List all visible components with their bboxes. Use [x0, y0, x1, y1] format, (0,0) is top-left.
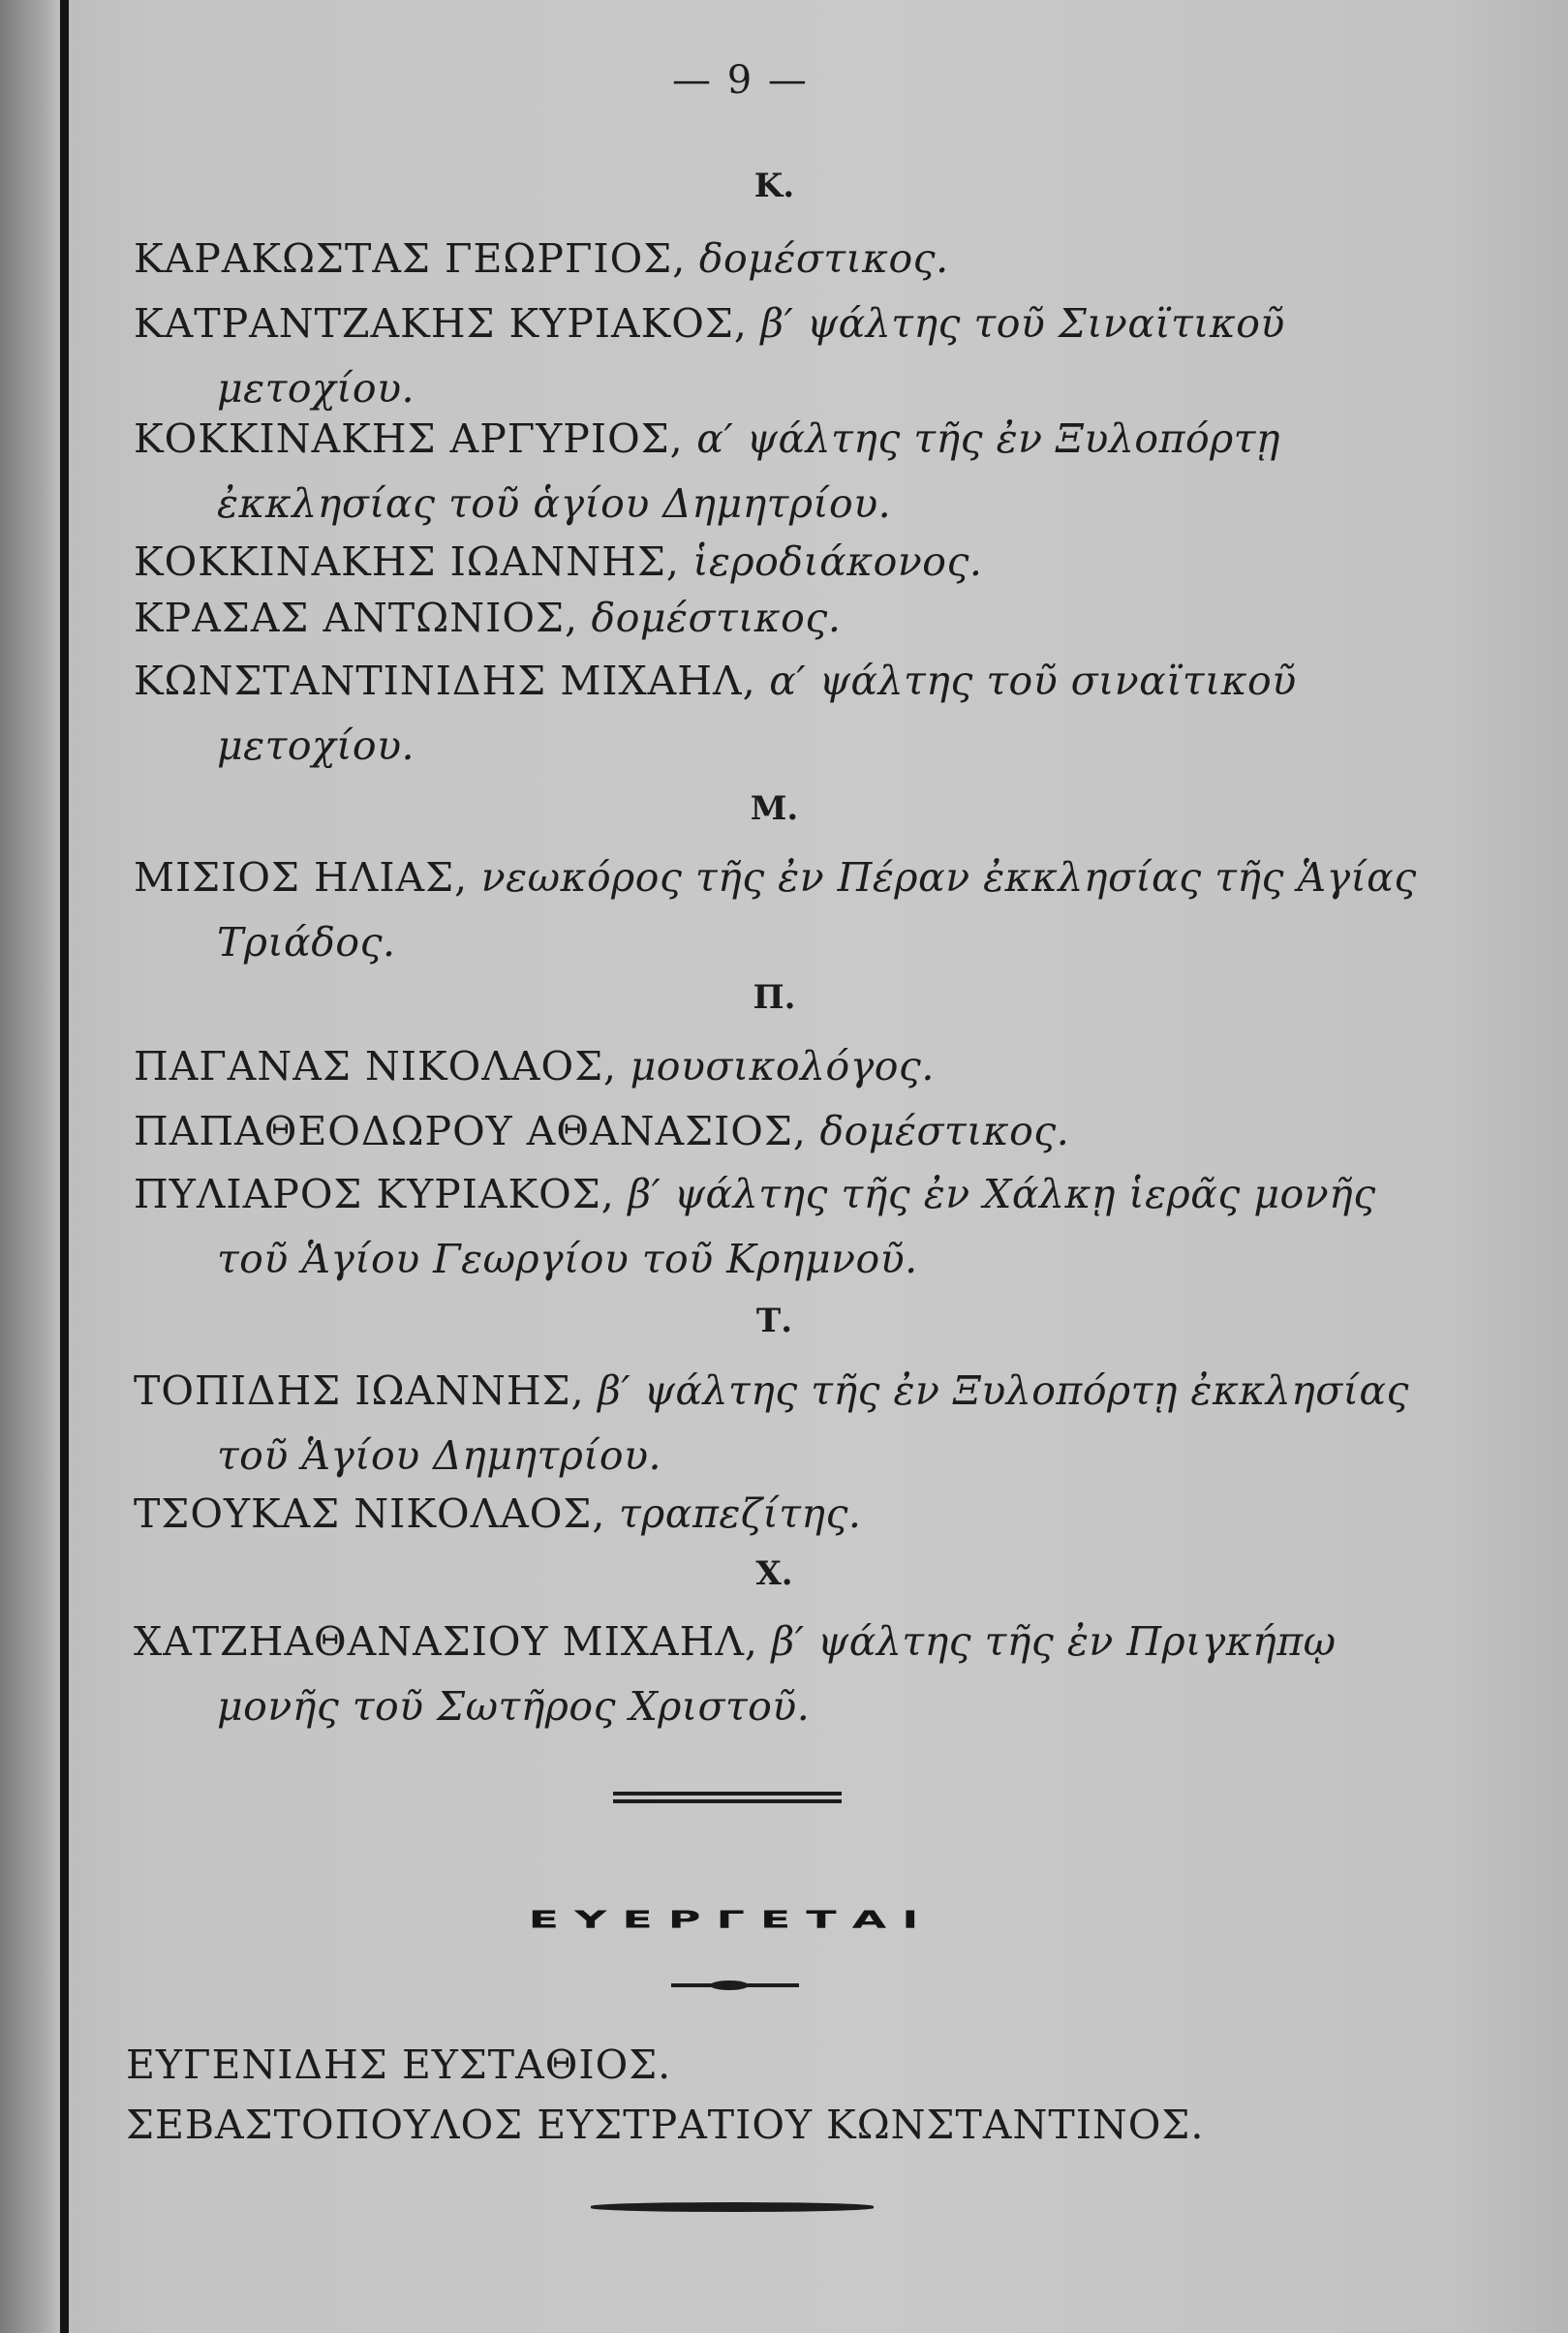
- benefactor-name: ΣΕΒΑΣΤΟΠΟΥΛΟΣ ΕΥΣΤΡΑΤΙΟΥ ΚΩΝΣΤΑΝΤΙΝΟΣ.: [126, 2102, 1205, 2148]
- entry-name: ΚΑΤΡΑΝΤΖΑΚΗΣ ΚΥΡΙΑΚΟΣ,: [134, 300, 748, 347]
- benefactors-title: ΕΥΕΡΓΕΤΑΙ: [528, 1905, 935, 1934]
- entry-name: ΚΟΚΚΙΝΑΚΗΣ ΙΩΑΝΝΗΣ,: [134, 538, 680, 585]
- entry: [134, 1099, 1437, 1164]
- entry-description: β′ ψάλτης τῆς ἐν Ξυλοπόρτῃ ἐκκλησίας τοῦ Ἁγίου Δημητρίου.: [217, 1367, 1409, 1479]
- entry-description: τραπεζίτης.: [619, 1490, 862, 1537]
- entry-description: β′ ψάλτης τῆς ἐν Χάλκῃ ἱερᾶς μονῆς τοῦ Ἁγίου Γεωργίου τοῦ Κρημνοῦ.: [217, 1171, 1376, 1282]
- entry-description: β′ ψάλτης τῆς ἐν Πριγκήπῳ μονῆς τοῦ Σωτῆρος Χριστοῦ.: [217, 1618, 1337, 1730]
- entry: [134, 530, 1437, 595]
- double-rule-divider: [613, 1792, 842, 1803]
- entry-name: ΚΩΝΣΤΑΝΤΙΝΙΔΗΣ ΜΙΧΑΗΛ,: [134, 658, 756, 704]
- entry-name: ΚΑΡΑΚΩΣΤΑΣ ΓΕΩΡΓΙΟΣ,: [134, 235, 687, 282]
- benefactor-name: ΕΥΓΕΝΙΔΗΣ ΕΥΣΤΑΘΙΟΣ.: [126, 2041, 672, 2088]
- entry: [134, 407, 1437, 537]
- section-letter-ch: Χ.: [755, 1554, 793, 1593]
- entry-name: ΤΟΠΙΔΗΣ ΙΩΑΝΝΗΣ,: [134, 1367, 585, 1414]
- entry-name: ΠΥΛΙΑΡΟΣ ΚΥΡΙΑΚΟΣ,: [134, 1171, 615, 1217]
- entry-name: ΠΑΠΑΘΕΟΔΩΡΟΥ ΑΘΑΝΑΣΙΟΣ,: [134, 1108, 807, 1154]
- entry-description: δομέστικος.: [591, 595, 842, 641]
- section-letter-k: Κ.: [753, 167, 795, 205]
- entry: [134, 1034, 1437, 1099]
- entry: [134, 586, 1437, 651]
- entry-description: α′ ψάλτης τῆς ἐν Ξυλοπόρτῃ ἐκκλησίας τοῦ ἁγίου Δημητρίου.: [217, 415, 1280, 527]
- section-letter-t: Τ.: [755, 1302, 793, 1340]
- entry-description: β′ ψάλτης τοῦ Σιναϊτικοῦ μετοχίου.: [217, 300, 1285, 412]
- binding-shadow: [0, 0, 56, 2333]
- section-letter-p: Π.: [753, 978, 796, 1017]
- entry: [134, 845, 1437, 975]
- entry-description: α′ ψάλτης τοῦ σιναϊτικοῦ μετοχίου.: [217, 658, 1297, 769]
- closing-rule: [591, 2202, 874, 2212]
- entry-name: ΧΑΤΖΗΑΘΑΝΑΣΙΟΥ ΜΙΧΑΗΛ,: [134, 1618, 758, 1665]
- entry-name: ΚΡΑΣΑΣ ΑΝΤΩΝΙΟΣ,: [134, 595, 578, 641]
- section-letter-m: Μ.: [750, 789, 799, 828]
- entry: [134, 1359, 1437, 1489]
- binding-rule: [60, 0, 69, 2333]
- entry-name: ΜΙΣΙΟΣ ΗΛΙΑΣ,: [134, 854, 469, 901]
- entry-description: νεωκόρος τῆς ἐν Πέραν ἐκκλησίας τῆς Ἁγίας Τριάδος.: [217, 854, 1417, 966]
- entry-description: δομέστικος.: [819, 1108, 1070, 1154]
- ornament-divider: [671, 1983, 799, 1987]
- entry-description: δομέστικος.: [698, 235, 949, 282]
- entry: [134, 292, 1437, 421]
- entry: [134, 227, 1437, 292]
- entry: [134, 649, 1437, 779]
- page-number: — 9 —: [672, 58, 809, 103]
- entry: [134, 1162, 1437, 1292]
- entry-name: ΚΟΚΚΙΝΑΚΗΣ ΑΡΓΥΡΙΟΣ,: [134, 415, 684, 462]
- entry-description: ἱεροδιάκονος.: [692, 538, 983, 585]
- entry-description: μουσικολόγος.: [630, 1043, 935, 1090]
- entry-name: ΠΑΓΑΝΑΣ ΝΙΚΟΛΑΟΣ,: [134, 1043, 618, 1090]
- entry-name: ΤΣΟΥΚΑΣ ΝΙΚΟΛΑΟΣ,: [134, 1490, 606, 1537]
- entry: [134, 1482, 1437, 1547]
- entry: [134, 1610, 1437, 1739]
